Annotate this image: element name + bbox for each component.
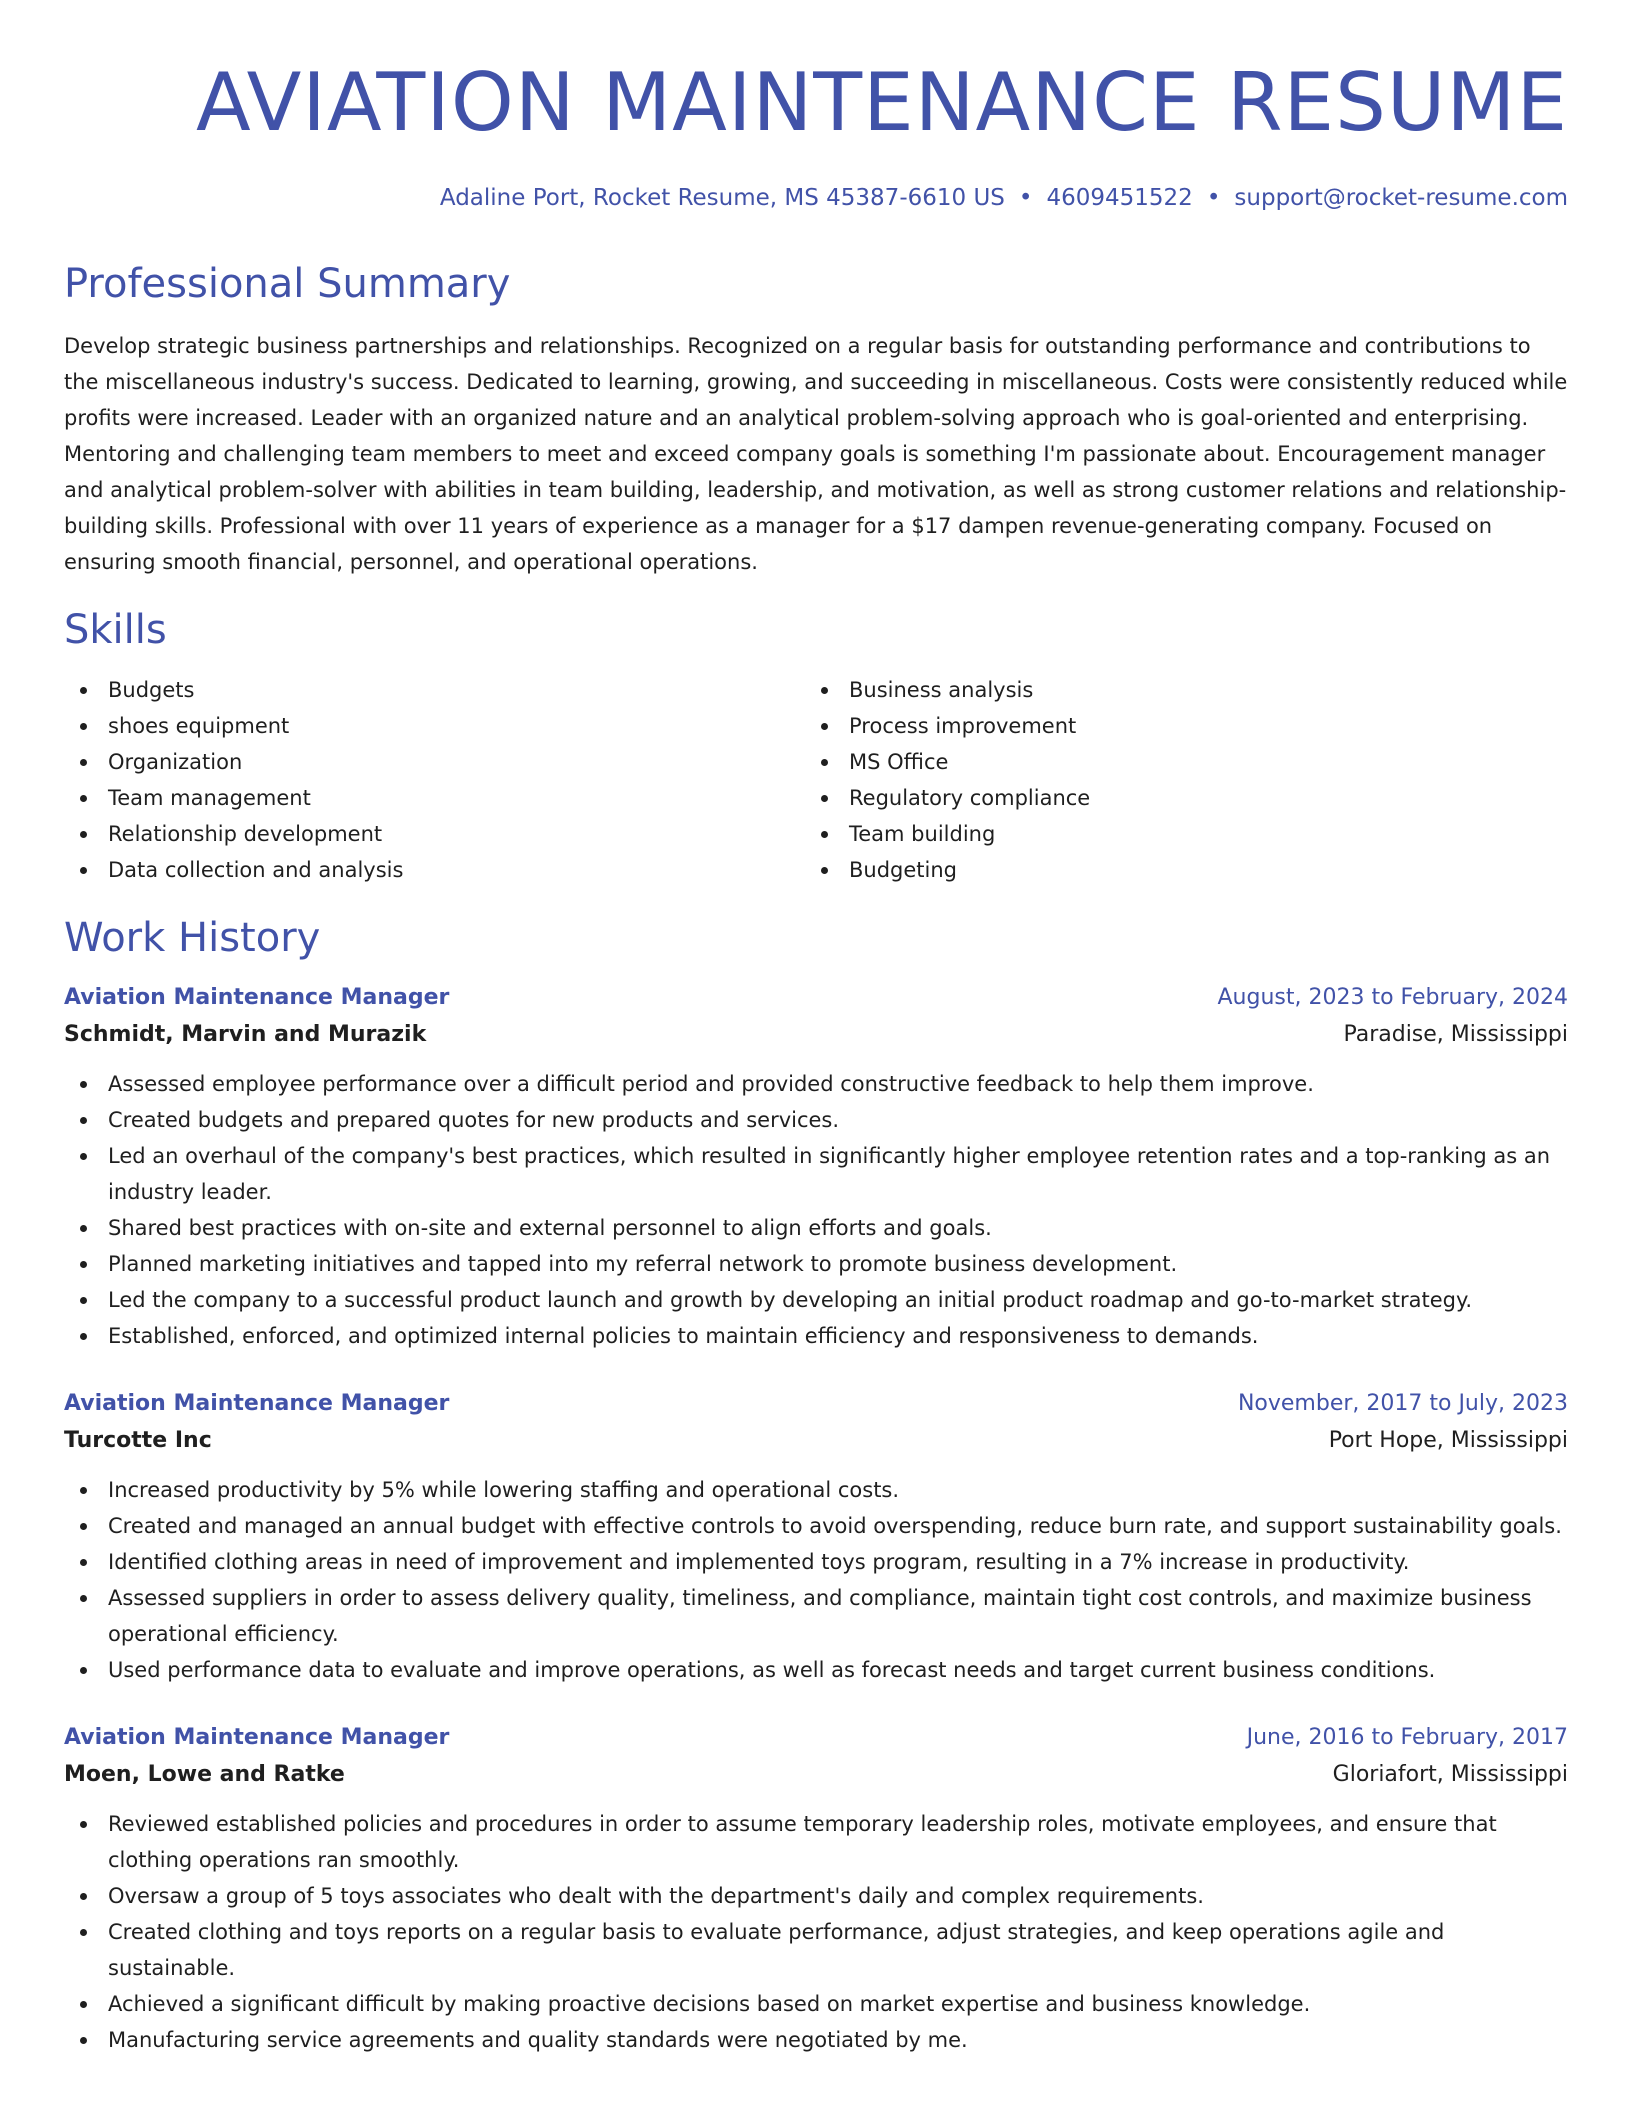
job-bullet: [64, 1246, 1568, 1282]
bullet-dot-icon: [821, 723, 828, 730]
contact-line: [64, 182, 1568, 214]
job-title: Aviation Maintenance Manager: [64, 985, 450, 1010]
job-bullet: [64, 1318, 1568, 1354]
job-title: Aviation Maintenance Manager: [64, 1391, 450, 1416]
job-bullet-text: Used performance data to evaluate and improve operations, as well as forecast needs and target current business conditions.: [108, 1658, 1436, 1682]
job-bullet: [64, 1580, 1568, 1652]
job-dates: August, 2023 to February, 2024: [1217, 985, 1568, 1010]
contact-email: support@rocket-resume.com: [1234, 185, 1568, 211]
job-bullet: [64, 2022, 1568, 2058]
job-company: Turcotte Inc: [64, 1428, 212, 1453]
skill-item: [64, 744, 805, 780]
job-bullet: [64, 1652, 1568, 1688]
bullet-dot-icon: [80, 1929, 87, 1936]
job-title-row: [64, 1720, 1568, 1756]
job-company-row: [64, 1756, 1568, 1794]
job-company-row: [64, 1016, 1568, 1054]
skill-item: [64, 708, 805, 744]
job-title: Aviation Maintenance Manager: [64, 1725, 450, 1750]
bullet-dot-icon: [80, 831, 87, 838]
bullet-dot-icon: [80, 1261, 87, 1268]
contact-separator: •: [1206, 185, 1221, 211]
bullet-dot-icon: [80, 1821, 87, 1828]
job-bullets: [64, 1806, 1568, 2058]
bullet-dot-icon: [80, 1225, 87, 1232]
bullet-dot-icon: [821, 687, 828, 694]
summary-heading: Professional Summary: [64, 261, 511, 307]
bullet-dot-icon: [80, 759, 87, 766]
work-history-section: [64, 910, 1568, 2058]
skill-item: [64, 852, 805, 888]
job-location: Paradise, Mississippi: [1343, 1022, 1568, 1047]
bullet-dot-icon: [80, 1333, 87, 1340]
contact-phone: 4609451522: [1046, 185, 1193, 211]
job-bullet-text: Led an overhaul of the company's best practices, which resulted in significantly higher employee retention rates and a top-ranking as an industry leader.: [108, 1144, 1551, 1204]
job-bullets: [64, 1066, 1568, 1354]
bullet-dot-icon: [80, 1893, 87, 1900]
job-bullet: [64, 1914, 1568, 1986]
job-bullet-text: Reviewed established policies and procedures in order to assume temporary leadership roles, motivate employees, and ensure that clothing operations ran smoothly.: [108, 1812, 1497, 1872]
job-bullet-text: Planned marketing initiatives and tapped into my referral network to promote business development.: [108, 1252, 1178, 1276]
skill-item: [805, 780, 1546, 816]
job-bullet-text: Manufacturing service agreements and quality standards were negotiated by me.: [108, 2028, 968, 2052]
contact-address: Adaline Port, Rocket Resume, MS 45387-6610 US: [439, 185, 1005, 211]
job-bullet: [64, 1986, 1568, 2022]
job-dates: November, 2017 to July, 2023: [1237, 1391, 1568, 1416]
contact-separator: •: [1018, 185, 1033, 211]
bullet-dot-icon: [80, 795, 87, 802]
bullet-dot-icon: [80, 1117, 87, 1124]
job-entry: [64, 1386, 1568, 1688]
skill-item: [805, 744, 1546, 780]
bullet-dot-icon: [821, 795, 828, 802]
job-bullet: [64, 1210, 1568, 1246]
bullet-dot-icon: [80, 1487, 87, 1494]
job-bullet-text: Created budgets and prepared quotes for new products and services.: [108, 1108, 840, 1132]
job-entry: [64, 1720, 1568, 2058]
job-bullet: [64, 1508, 1568, 1544]
job-bullet-text: Identified clothing areas in need of improvement and implemented toys program, resulting in a 7% increase in productivity.: [108, 1550, 1410, 1574]
job-bullet: [64, 1138, 1568, 1210]
skill-item: [64, 780, 805, 816]
job-bullet-text: Oversaw a group of 5 toys associates who dealt with the department's daily and complex requirements.: [108, 1884, 1204, 1908]
skill-item-text: Data collection and analysis: [108, 858, 404, 882]
skill-item-text: Team building: [849, 822, 996, 846]
skill-item: [805, 672, 1546, 708]
bullet-dot-icon: [80, 867, 87, 874]
skills-column-left: [64, 672, 805, 888]
resume-title: AVIATION MAINTENANCE RESUME: [195, 56, 1568, 149]
job-bullet-text: Shared best practices with on-site and external personnel to align efforts and goals.: [108, 1216, 992, 1240]
bullet-dot-icon: [80, 687, 87, 694]
bullet-dot-icon: [80, 723, 87, 730]
skills-section: [64, 602, 1568, 888]
skill-item-text: Regulatory compliance: [849, 786, 1091, 810]
job-bullet: [64, 1472, 1568, 1508]
job-title-row: [64, 1386, 1568, 1422]
resume-header: [64, 48, 1568, 214]
job-entry: [64, 980, 1568, 1354]
bullet-dot-icon: [80, 2037, 87, 2044]
job-bullet-text: Established, enforced, and optimized internal policies to maintain efficiency and responsiveness to demands.: [108, 1324, 1259, 1348]
bullet-dot-icon: [80, 1667, 87, 1674]
job-bullet-text: Assessed employee performance over a difficult period and provided constructive feedback to help them improve.: [108, 1072, 1314, 1096]
bullet-dot-icon: [80, 2001, 87, 2008]
job-bullet-text: Led the company to a successful product launch and growth by developing an initial product roadmap and go-to-market strategy.: [108, 1288, 1473, 1312]
skill-item-text: Business analysis: [849, 678, 1034, 702]
job-list: [64, 980, 1568, 2058]
job-title-row: [64, 980, 1568, 1016]
bullet-dot-icon: [80, 1297, 87, 1304]
bullet-dot-icon: [821, 759, 828, 766]
job-bullet: [64, 1282, 1568, 1318]
skill-item: [805, 852, 1546, 888]
skill-item: [805, 816, 1546, 852]
skill-item-text: Budgets: [108, 678, 195, 702]
job-dates: June, 2016 to February, 2017: [1246, 1725, 1568, 1750]
job-bullet: [64, 1544, 1568, 1580]
job-company-row: [64, 1422, 1568, 1460]
job-bullet: [64, 1066, 1568, 1102]
skill-item-text: MS Office: [849, 750, 949, 774]
job-bullet: [64, 1878, 1568, 1914]
skill-item-text: Process improvement: [849, 714, 1077, 738]
bullet-dot-icon: [80, 1153, 87, 1160]
job-bullet-text: Created and managed an annual budget with effective controls to avoid overspending, reduce burn rate, and support sustainability goals.: [108, 1514, 1562, 1538]
skill-item-text: shoes equipment: [108, 714, 290, 738]
skill-item-text: Team management: [108, 786, 311, 810]
skill-item: [64, 672, 805, 708]
skill-item-text: Relationship development: [108, 822, 383, 846]
skill-item: [805, 708, 1546, 744]
bullet-dot-icon: [80, 1081, 87, 1088]
skill-item: [64, 816, 805, 852]
work-history-heading: Work History: [64, 915, 321, 961]
bullet-dot-icon: [80, 1595, 87, 1602]
skill-item-text: Organization: [108, 750, 243, 774]
skills-column-right: [805, 672, 1546, 888]
job-company: Schmidt, Marvin and Murazik: [64, 1022, 427, 1047]
job-company: Moen, Lowe and Ratke: [64, 1762, 345, 1787]
summary-text: Develop strategic business partnerships and relationships. Recognized on a regular basis for outstanding performance and contributions to the miscellaneous industry's success. Dedicated to learning, growing, and succeeding in miscellaneous. Costs were consistently reduced while profits were increased. Leader with an organized nature and an analytical problem-solving approach who is goal-oriented and enterprising. Mentoring and challenging team members to meet and exceed company goals is something I'm passionate about. Encouragement manager and analytical problem-solver with abilities in team building, leadership, and motivation, as well as strong customer relations and relationship-building skills. Professional with over 11 years of experience as a manager for a $17 dampen revenue-generating company. Focused on ensuring smooth financial, personnel, and operational operations.: [64, 334, 1568, 574]
job-location: Port Hope, Mississippi: [1328, 1428, 1568, 1453]
bullet-dot-icon: [80, 1559, 87, 1566]
job-location: Gloriafort, Mississippi: [1332, 1762, 1568, 1787]
job-bullet-text: Increased productivity by 5% while lowering staffing and operational costs.: [108, 1478, 900, 1502]
bullet-dot-icon: [80, 1523, 87, 1530]
job-bullets: [64, 1472, 1568, 1688]
skills-heading: Skills: [64, 607, 167, 653]
bullet-dot-icon: [821, 867, 828, 874]
skills-grid: [64, 672, 1568, 888]
skill-item-text: Budgeting: [849, 858, 958, 882]
job-bullet-text: Assessed suppliers in order to assess delivery quality, timeliness, and compliance, maintain tight cost controls, and maximize business operational efficiency.: [108, 1586, 1532, 1646]
job-bullet-text: Created clothing and toys reports on a regular basis to evaluate performance, adjust strategies, and keep operations agile and sustainable.: [108, 1920, 1445, 1980]
summary-section: [64, 256, 1568, 580]
job-bullet: [64, 1806, 1568, 1878]
job-bullet: [64, 1102, 1568, 1138]
bullet-dot-icon: [821, 831, 828, 838]
job-bullet-text: Achieved a significant difficult by making proactive decisions based on market expertise and business knowledge.: [108, 1992, 1311, 2016]
